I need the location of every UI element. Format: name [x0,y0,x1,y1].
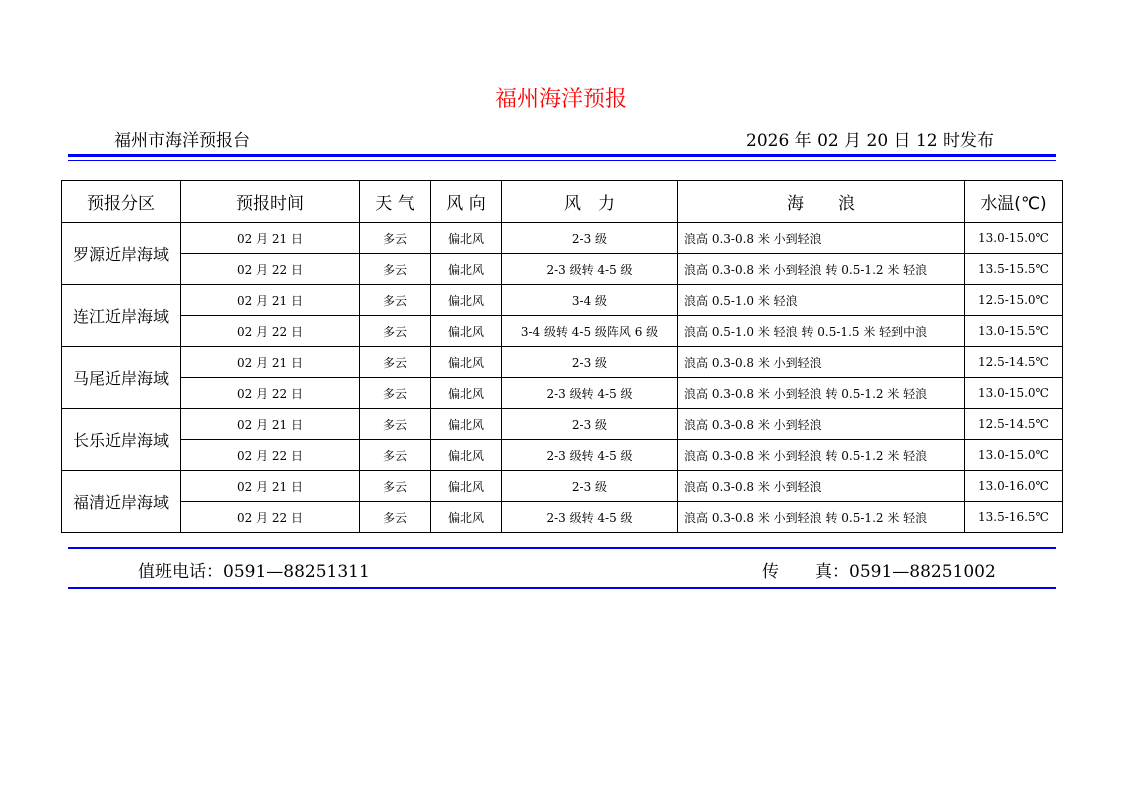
table-header-row [62,181,1063,223]
zone-name: 福清近岸海域 [62,471,181,533]
forecast-table [61,180,1063,533]
duty-phone-number: 0591—88251311 [223,562,370,582]
wind-direction: 偏北风 [431,471,502,502]
forecast-date: 02 月 22 日 [181,254,360,285]
forecast-date: 02 月 21 日 [181,409,360,440]
table-row [62,502,1063,533]
water-temp: 12.5-14.5℃ [965,409,1063,440]
page-title: 福州海洋预报 [494,87,627,112]
wind-direction: 偏北风 [431,316,502,347]
weather: 多云 [360,223,431,254]
wave: 浪高 0.3-0.8 米 小到轻浪 [678,409,965,440]
weather: 多云 [360,440,431,471]
wave: 浪高 0.5-1.0 米 轻浪 转 0.5-1.5 米 轻到中浪 [678,316,965,347]
table-row [62,347,1063,378]
wave: 浪高 0.3-0.8 米 小到轻浪 转 0.5-1.2 米 轻浪 [678,254,965,285]
forecast-date: 02 月 21 日 [181,347,360,378]
footer-rule-top [68,547,1056,549]
weather: 多云 [360,502,431,533]
header-water-temp: 水温(℃) [965,181,1063,223]
header-wind-direction: 风 向 [431,181,502,223]
water-temp: 13.0-15.5℃ [965,316,1063,347]
weather: 多云 [360,378,431,409]
wave: 浪高 0.5-1.0 米 轻浪 [678,285,965,316]
wind-direction: 偏北风 [431,440,502,471]
zone-name: 连江近岸海域 [62,285,181,347]
table-row [62,378,1063,409]
table-row [62,440,1063,471]
water-temp: 13.0-15.0℃ [965,378,1063,409]
forecast-date: 02 月 21 日 [181,471,360,502]
wave: 浪高 0.3-0.8 米 小到轻浪 转 0.5-1.2 米 轻浪 [678,378,965,409]
table-row [62,223,1063,254]
water-temp: 13.0-15.0℃ [965,223,1063,254]
header-rule-thick [68,154,1056,157]
header-wind-force: 风 力 [502,181,678,223]
weather: 多云 [360,471,431,502]
weather: 多云 [360,285,431,316]
wind-direction: 偏北风 [431,378,502,409]
weather: 多云 [360,316,431,347]
wind-force: 2-3 级 [502,347,678,378]
wave: 浪高 0.3-0.8 米 小到轻浪 转 0.5-1.2 米 轻浪 [678,502,965,533]
wind-direction: 偏北风 [431,254,502,285]
duty-phone-label: 值班电话： [138,562,223,582]
duty-phone [138,557,370,582]
forecast-date: 02 月 22 日 [181,440,360,471]
forecast-date: 02 月 22 日 [181,378,360,409]
fax-label-part2: 真： [815,562,849,582]
forecast-date: 02 月 21 日 [181,223,360,254]
weather: 多云 [360,347,431,378]
wind-force: 2-3 级 [502,471,678,502]
weather: 多云 [360,254,431,285]
wind-direction: 偏北风 [431,409,502,440]
footer-rule-bottom [68,587,1056,589]
wind-force: 2-3 级 [502,409,678,440]
fax-number: 0591—88251002 [849,562,996,582]
fax [762,557,996,582]
water-temp: 12.5-14.5℃ [965,347,1063,378]
zone-name: 罗源近岸海域 [62,223,181,285]
weather: 多云 [360,409,431,440]
forecast-date: 02 月 22 日 [181,502,360,533]
wind-direction: 偏北风 [431,223,502,254]
header-rule-thin [68,160,1056,161]
forecast-date: 02 月 21 日 [181,285,360,316]
water-temp: 13.5-16.5℃ [965,502,1063,533]
header-zone: 预报分区 [62,181,181,223]
water-temp: 13.0-15.0℃ [965,440,1063,471]
table-row [62,254,1063,285]
water-temp: 13.0-16.0℃ [965,471,1063,502]
wind-force: 2-3 级转 4-5 级 [502,378,678,409]
wind-force: 2-3 级转 4-5 级 [502,254,678,285]
wind-direction: 偏北风 [431,285,502,316]
wave: 浪高 0.3-0.8 米 小到轻浪 [678,347,965,378]
issue-time: 2026 年 02 月 20 日 12 时发布 [746,131,994,151]
table-row [62,285,1063,316]
wind-direction: 偏北风 [431,502,502,533]
wind-force: 2-3 级转 4-5 级 [502,502,678,533]
wind-force: 3-4 级 [502,285,678,316]
water-temp: 12.5-15.0℃ [965,285,1063,316]
header-weather: 天 气 [360,181,431,223]
zone-name: 长乐近岸海域 [62,409,181,471]
table-row [62,316,1063,347]
water-temp: 13.5-15.5℃ [965,254,1063,285]
wind-force: 3-4 级转 4-5 级阵风 6 级 [502,316,678,347]
forecast-date: 02 月 22 日 [181,316,360,347]
wave: 浪高 0.3-0.8 米 小到轻浪 [678,223,965,254]
wind-direction: 偏北风 [431,347,502,378]
table-row [62,471,1063,502]
wind-force: 2-3 级转 4-5 级 [502,440,678,471]
wind-force: 2-3 级 [502,223,678,254]
wave: 浪高 0.3-0.8 米 小到轻浪 转 0.5-1.2 米 轻浪 [678,440,965,471]
table-row [62,409,1063,440]
zone-name: 马尾近岸海域 [62,347,181,409]
issuer: 福州市海洋预报台 [114,131,250,151]
header-time: 预报时间 [181,181,360,223]
fax-label-part1: 传 [762,562,779,582]
header-wave: 海 浪 [678,181,965,223]
wave: 浪高 0.3-0.8 米 小到轻浪 [678,471,965,502]
